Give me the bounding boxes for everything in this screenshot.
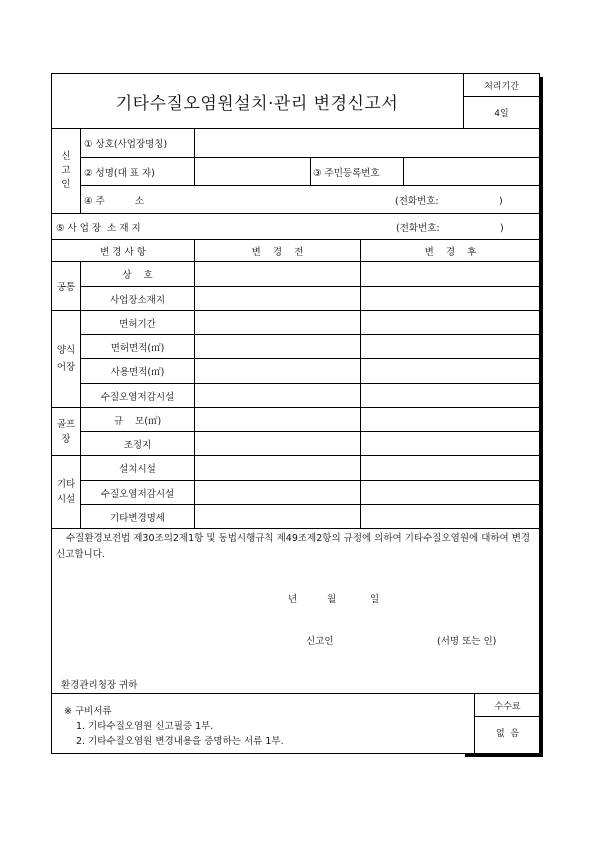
business-name-field[interactable] (195, 129, 540, 157)
group-label-other: 기타 시설 (56, 479, 76, 505)
before-business-name-field[interactable] (195, 262, 360, 286)
divider (80, 261, 81, 528)
addressee: 환경관리청장 귀하 (61, 680, 138, 691)
row-label: 상 호 (122, 270, 153, 281)
group-label-golf: 골프 장 (56, 418, 76, 445)
group-label-fish-farm: 양식 어장 (56, 345, 76, 373)
divider (52, 693, 540, 694)
row-label: 사용면적(㎡) (110, 367, 165, 378)
after-change-header: 변 경 후 (424, 246, 477, 258)
representative-name-label: ② 성명(대 표 자) (84, 167, 155, 179)
row-label: 수질오염저감시설 (100, 391, 175, 403)
processing-period-label: 처리기간 (484, 81, 519, 92)
change-item-header: 변 경 사 항 (100, 246, 146, 258)
applicant-group-label: 신 고 인 (61, 151, 71, 190)
divider (52, 528, 540, 529)
date-month[interactable]: 월 (327, 594, 337, 605)
address-label: ④ 주 소 (84, 195, 145, 207)
processing-period-value: 4일 (494, 109, 509, 119)
form-shadow-bottom (465, 754, 543, 757)
row-label: 사업장소재지 (109, 294, 166, 306)
resident-number-field[interactable] (404, 158, 540, 185)
row-label: 조정지 (123, 439, 152, 451)
representative-name-field[interactable] (195, 158, 310, 185)
form-shadow-right (540, 77, 543, 757)
fee-value: 없 음 (495, 728, 520, 739)
declaration-text: 수질환경보전법 제30조의2제1항 및 동법시행규칙 제49조제2항의 규정에 의하여 기타수질오염원에 대하여 변경 신고합니다. (56, 533, 531, 560)
date-year[interactable]: 년 (288, 594, 298, 605)
required-document-item: 1. 기타수질오염원 신고필증 1부. (76, 721, 214, 732)
signature-field[interactable]: (서명 또는 인) (437, 636, 497, 647)
site-location-label: ⑤ 사 업 장 소 재 지 (56, 222, 141, 234)
divider (310, 157, 311, 185)
row-label: 면허기간 (119, 318, 156, 330)
row-label: 규 모(㎡) (113, 415, 162, 427)
resident-number-label: ③ 주민등록번호 (313, 167, 380, 179)
before-change-header: 변 경 전 (251, 246, 304, 258)
form-title: 기타수질오염원설치·관리 변경신고서 (115, 93, 399, 114)
site-phone[interactable]: (전화번호: ) (396, 222, 504, 234)
business-name-label: ① 상호(사업장명칭) (84, 139, 168, 150)
reporter-label: 신고인 (306, 636, 334, 647)
required-document-item: 2. 기타수질오염원 변경내용을 증명하는 서류 1부. (76, 736, 284, 747)
row-label: 설치시설 (119, 464, 156, 475)
address-phone[interactable]: (전화번호: ) (395, 195, 503, 207)
row-label: 기타변경명세 (109, 512, 166, 524)
row-label: 면허면적(㎡) (110, 342, 165, 354)
after-business-name-field[interactable] (361, 262, 540, 286)
row-label: 수질오염저감시설 (100, 488, 175, 500)
required-documents-title: ※ 구비서류 (64, 706, 112, 717)
date-day[interactable]: 일 (370, 594, 380, 605)
group-label-common: 공통 (56, 282, 76, 293)
divider (80, 128, 81, 213)
fee-label: 수수료 (494, 701, 521, 712)
